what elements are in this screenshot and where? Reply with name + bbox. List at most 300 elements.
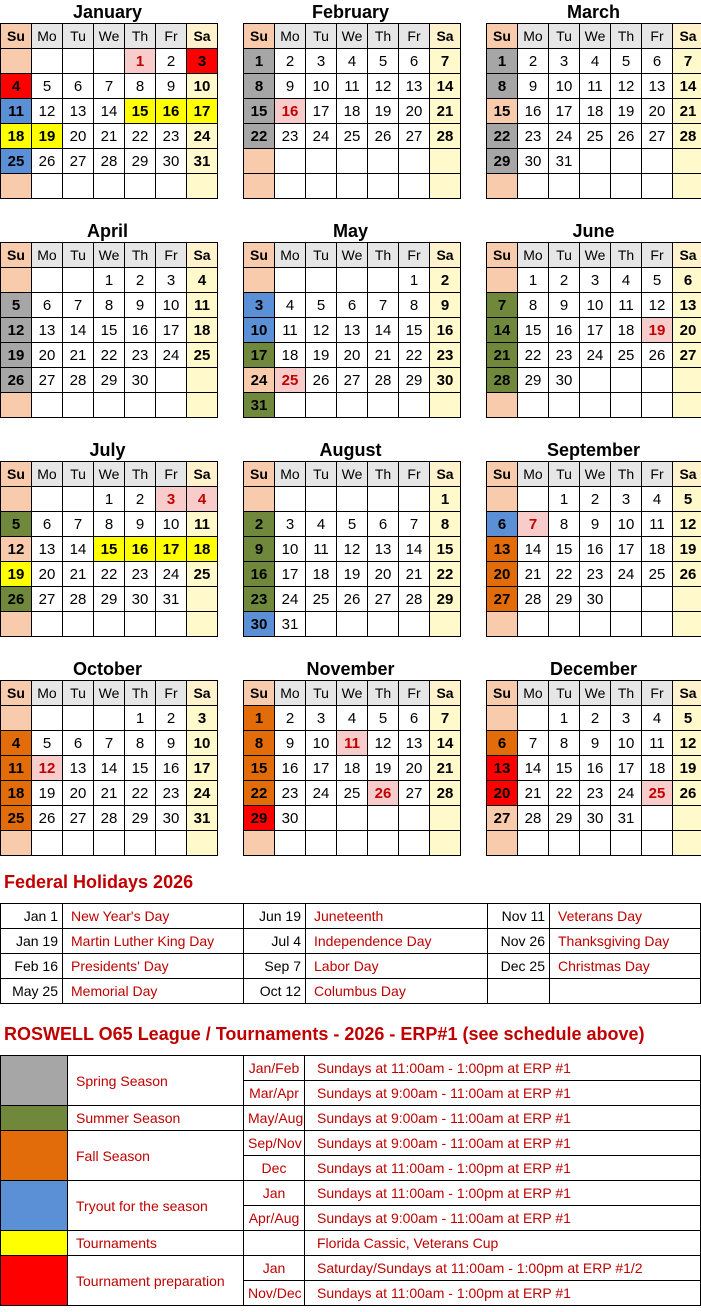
day-cell: 15 [549,537,580,562]
empty-cell [94,393,125,418]
day-cell: 22 [244,124,275,149]
day-cell: 26 [673,562,701,587]
day-cell: 3 [306,706,337,731]
weekday-header: Sa [187,681,218,706]
weekday-header: Mo [275,462,306,487]
day-cell: 26 [642,343,673,368]
day-cell: 28 [94,149,125,174]
day-cell: 7 [673,49,701,74]
legend-months: Dec [244,1156,305,1181]
month-december [486,658,701,856]
day-cell: 26 [306,368,337,393]
empty-cell [1,393,32,418]
empty-cell [642,831,673,856]
empty-cell [244,487,275,512]
empty-cell [518,831,549,856]
holiday-row [1,979,701,1004]
weekday-header: We [337,243,368,268]
weekday-header: Sa [430,462,461,487]
legend-label: Summer Season [68,1106,244,1131]
month-march [486,1,701,199]
day-cell: 12 [611,74,642,99]
day-cell: 5 [32,731,63,756]
day-cell: 16 [156,756,187,781]
day-cell: 6 [32,512,63,537]
holiday-row [1,954,701,979]
weekday-header: Su [1,462,32,487]
empty-cell [368,831,399,856]
day-cell: 6 [399,706,430,731]
empty-cell [156,174,187,199]
day-cell: 8 [244,731,275,756]
empty-cell [430,806,461,831]
weekday-header: We [94,681,125,706]
day-cell: 1 [430,487,461,512]
legend-months: Nov/Dec [244,1281,305,1306]
day-cell: 21 [368,343,399,368]
day-cell: 25 [642,562,673,587]
day-cell: 4 [337,49,368,74]
day-cell: 8 [549,512,580,537]
empty-cell [1,174,32,199]
weekday-header: Tu [306,462,337,487]
day-cell: 10 [611,731,642,756]
day-cell: 20 [399,756,430,781]
day-cell: 4 [642,487,673,512]
day-cell: 30 [430,368,461,393]
day-cell: 22 [94,343,125,368]
day-cell: 20 [673,318,701,343]
empty-cell [487,831,518,856]
day-cell: 24 [156,343,187,368]
day-cell: 19 [673,537,701,562]
empty-cell [399,612,430,637]
day-cell: 17 [611,537,642,562]
day-cell: 6 [642,49,673,74]
month-title: October [72,659,142,679]
day-cell: 2 [275,706,306,731]
day-cell: 15 [94,318,125,343]
empty-cell [32,487,63,512]
empty-cell [187,393,218,418]
day-cell: 2 [275,49,306,74]
holiday-name: Martin Luther King Day [63,929,244,954]
day-cell: 15 [244,99,275,124]
day-cell: 15 [487,99,518,124]
day-cell: 26 [368,781,399,806]
day-cell: 19 [642,318,673,343]
day-cell: 3 [611,706,642,731]
empty-cell [187,587,218,612]
weekday-header: Tu [549,243,580,268]
day-cell: 21 [518,781,549,806]
empty-cell [611,587,642,612]
day-cell: 29 [549,806,580,831]
empty-cell [187,174,218,199]
empty-cell [642,368,673,393]
day-cell: 1 [125,49,156,74]
day-cell: 19 [1,343,32,368]
day-cell: 9 [580,731,611,756]
month-may [243,220,458,418]
day-cell: 14 [368,318,399,343]
empty-cell [673,174,701,199]
weekday-header: Th [611,681,642,706]
day-cell: 25 [642,781,673,806]
league-legend-table [0,1055,701,1306]
month-title: November [306,659,395,679]
day-cell: 23 [156,781,187,806]
day-cell: 25 [580,124,611,149]
day-cell: 21 [399,562,430,587]
day-cell: 17 [549,99,580,124]
day-cell: 4 [306,512,337,537]
weekday-header: We [337,681,368,706]
day-cell: 27 [399,124,430,149]
day-cell: 31 [187,149,218,174]
empty-cell [306,268,337,293]
empty-cell [611,393,642,418]
empty-cell [337,393,368,418]
day-cell: 7 [430,49,461,74]
day-cell: 19 [306,343,337,368]
empty-cell [32,49,63,74]
month-november [243,658,458,856]
empty-cell [368,612,399,637]
legend-schedule: Saturday/Sundays at 11:00am - 1:00pm at ERP #1/2 [305,1256,701,1281]
day-cell: 3 [187,706,218,731]
day-cell: 16 [125,537,156,562]
day-cell: 24 [187,124,218,149]
day-cell: 18 [1,781,32,806]
empty-cell [487,487,518,512]
empty-cell [32,393,63,418]
weekday-header: Sa [673,462,701,487]
day-cell: 25 [337,781,368,806]
day-cell: 7 [518,731,549,756]
day-cell: 11 [187,293,218,318]
day-cell: 4 [611,268,642,293]
day-cell: 13 [63,756,94,781]
legend-months: Mar/Apr [244,1081,305,1106]
legend-months: Apr/Aug [244,1206,305,1231]
weekday-header: Sa [673,24,701,49]
day-cell: 14 [673,74,701,99]
legend-months: Sep/Nov [244,1131,305,1156]
weekday-header: Mo [32,24,63,49]
day-cell: 29 [518,368,549,393]
empty-cell [549,612,580,637]
day-cell: 29 [125,149,156,174]
empty-cell [399,174,430,199]
weekday-header: Mo [518,681,549,706]
empty-cell [275,487,306,512]
day-cell: 27 [487,806,518,831]
weekday-header: Sa [187,243,218,268]
weekday-header: Tu [63,243,94,268]
day-cell: 5 [611,49,642,74]
weekday-header: Su [244,24,275,49]
empty-cell [63,612,94,637]
empty-cell [611,174,642,199]
day-cell: 23 [275,124,306,149]
day-cell: 1 [518,268,549,293]
weekday-header: Mo [275,24,306,49]
holiday-date: Oct 12 [244,979,306,1004]
day-cell: 20 [368,562,399,587]
day-cell: 17 [187,756,218,781]
day-cell: 20 [63,124,94,149]
weekday-header: We [580,681,611,706]
weekday-header: Fr [642,24,673,49]
empty-cell [244,268,275,293]
day-cell: 22 [125,124,156,149]
day-cell: 9 [580,512,611,537]
empty-cell [244,831,275,856]
empty-cell [518,612,549,637]
empty-cell [487,268,518,293]
day-cell: 13 [673,293,701,318]
day-cell: 12 [673,731,701,756]
weekday-header: Su [487,681,518,706]
weekday-header: Th [125,243,156,268]
day-cell: 30 [125,368,156,393]
day-cell: 21 [673,99,701,124]
empty-cell [306,612,337,637]
empty-cell [337,268,368,293]
legend-row [1,1131,701,1156]
day-cell: 24 [580,343,611,368]
day-cell: 12 [306,318,337,343]
empty-cell [487,174,518,199]
day-cell: 1 [487,49,518,74]
holidays-table [0,903,701,1004]
weekday-header: Th [368,243,399,268]
day-cell: 28 [518,587,549,612]
legend-months: Jan [244,1181,305,1206]
empty-cell [156,368,187,393]
day-cell: 16 [549,318,580,343]
day-cell: 21 [94,124,125,149]
empty-cell [549,393,580,418]
legend-months [244,1231,305,1256]
holiday-name: Independence Day [306,929,488,954]
legend-schedule: Florida Cassic, Veterans Cup [305,1231,701,1256]
day-cell: 23 [275,781,306,806]
day-cell: 30 [156,806,187,831]
empty-cell [611,612,642,637]
day-cell: 6 [368,512,399,537]
day-cell: 31 [275,612,306,637]
weekday-header: Sa [673,243,701,268]
empty-cell [244,174,275,199]
weekday-header: Sa [430,243,461,268]
day-cell: 15 [430,537,461,562]
day-cell: 10 [549,74,580,99]
day-cell: 2 [580,487,611,512]
day-cell: 11 [580,74,611,99]
day-cell: 18 [187,537,218,562]
day-cell: 14 [399,537,430,562]
holidays-title: Federal Holidays 2026 [4,872,194,892]
empty-cell [580,612,611,637]
day-cell: 12 [368,731,399,756]
day-cell: 17 [580,318,611,343]
day-cell: 22 [399,343,430,368]
weekday-header: Th [368,681,399,706]
day-cell: 5 [1,512,32,537]
empty-cell [642,393,673,418]
weekday-header: Mo [32,462,63,487]
holiday-date: May 25 [1,979,63,1004]
day-cell: 5 [1,293,32,318]
empty-cell [673,831,701,856]
day-cell: 28 [94,806,125,831]
day-cell: 25 [1,149,32,174]
day-cell: 1 [549,487,580,512]
day-cell: 6 [487,731,518,756]
day-cell: 16 [580,756,611,781]
empty-cell [187,368,218,393]
day-cell: 29 [487,149,518,174]
day-cell: 11 [642,731,673,756]
empty-cell [399,393,430,418]
empty-cell [673,587,701,612]
empty-cell [32,174,63,199]
empty-cell [306,806,337,831]
empty-cell [430,174,461,199]
day-cell: 14 [94,99,125,124]
holiday-date: Feb 16 [1,954,63,979]
month-title: December [549,659,638,679]
day-cell: 1 [244,706,275,731]
empty-cell [63,268,94,293]
holiday-name: Labor Day [306,954,488,979]
day-cell: 27 [32,587,63,612]
day-cell: 5 [642,268,673,293]
day-cell: 23 [430,343,461,368]
day-cell: 3 [156,268,187,293]
day-cell: 2 [125,487,156,512]
day-cell: 3 [244,293,275,318]
day-cell: 7 [63,512,94,537]
day-cell: 13 [399,731,430,756]
day-cell: 11 [337,74,368,99]
legend-months: May/Aug [244,1106,305,1131]
day-cell: 22 [549,562,580,587]
empty-cell [337,149,368,174]
day-cell: 27 [337,368,368,393]
day-cell: 12 [1,537,32,562]
day-cell: 22 [487,124,518,149]
weekday-header: Tu [549,681,580,706]
day-cell: 5 [368,706,399,731]
day-cell: 7 [63,293,94,318]
empty-cell [642,149,673,174]
weekday-header: Fr [156,243,187,268]
day-cell: 5 [673,487,701,512]
weekday-header: Sa [673,681,701,706]
day-cell: 1 [94,487,125,512]
empty-cell [187,612,218,637]
day-cell: 20 [63,781,94,806]
day-cell: 12 [1,318,32,343]
day-cell: 8 [125,74,156,99]
empty-cell [1,706,32,731]
day-cell: 12 [673,512,701,537]
day-cell: 10 [275,537,306,562]
day-cell: 21 [518,562,549,587]
legend-row [1,1056,701,1081]
day-cell: 27 [368,587,399,612]
empty-cell [580,831,611,856]
day-cell: 10 [187,74,218,99]
day-cell: 25 [1,806,32,831]
day-cell: 2 [518,49,549,74]
holiday-name: Christmas Day [550,954,701,979]
day-cell: 3 [549,49,580,74]
day-cell: 15 [518,318,549,343]
day-cell: 22 [549,781,580,806]
day-cell: 29 [430,587,461,612]
empty-cell [275,174,306,199]
legend-label: Tournament preparation [68,1256,244,1306]
day-cell: 26 [611,124,642,149]
day-cell: 22 [518,343,549,368]
empty-cell [430,149,461,174]
day-cell: 29 [125,806,156,831]
day-cell: 30 [275,806,306,831]
day-cell: 17 [306,99,337,124]
empty-cell [275,268,306,293]
day-cell: 28 [368,368,399,393]
day-cell: 1 [94,268,125,293]
holiday-name: Thanksgiving Day [550,929,701,954]
empty-cell [337,806,368,831]
day-cell: 22 [94,562,125,587]
day-cell: 4 [1,731,32,756]
day-cell: 6 [32,293,63,318]
day-cell: 19 [673,756,701,781]
day-cell: 13 [32,537,63,562]
day-cell: 15 [94,537,125,562]
day-cell: 9 [156,74,187,99]
day-cell: 14 [487,318,518,343]
day-cell: 2 [125,268,156,293]
weekday-header: Su [1,243,32,268]
day-cell: 6 [63,74,94,99]
day-cell: 18 [337,99,368,124]
day-cell: 11 [1,99,32,124]
empty-cell [63,487,94,512]
holiday-name: Columbus Day [306,979,488,1004]
empty-cell [156,831,187,856]
day-cell: 25 [275,368,306,393]
legend-schedule: Sundays at 11:00am - 1:00pm at ERP #1 [305,1281,701,1306]
empty-cell [63,831,94,856]
empty-cell [125,612,156,637]
legend-color-swatch [1,1056,68,1106]
day-cell: 11 [1,756,32,781]
day-cell: 24 [306,124,337,149]
day-cell: 3 [187,49,218,74]
day-cell: 17 [244,343,275,368]
empty-cell [673,393,701,418]
day-cell: 15 [549,756,580,781]
day-cell: 13 [487,756,518,781]
month-title: May [332,221,368,241]
empty-cell [399,149,430,174]
